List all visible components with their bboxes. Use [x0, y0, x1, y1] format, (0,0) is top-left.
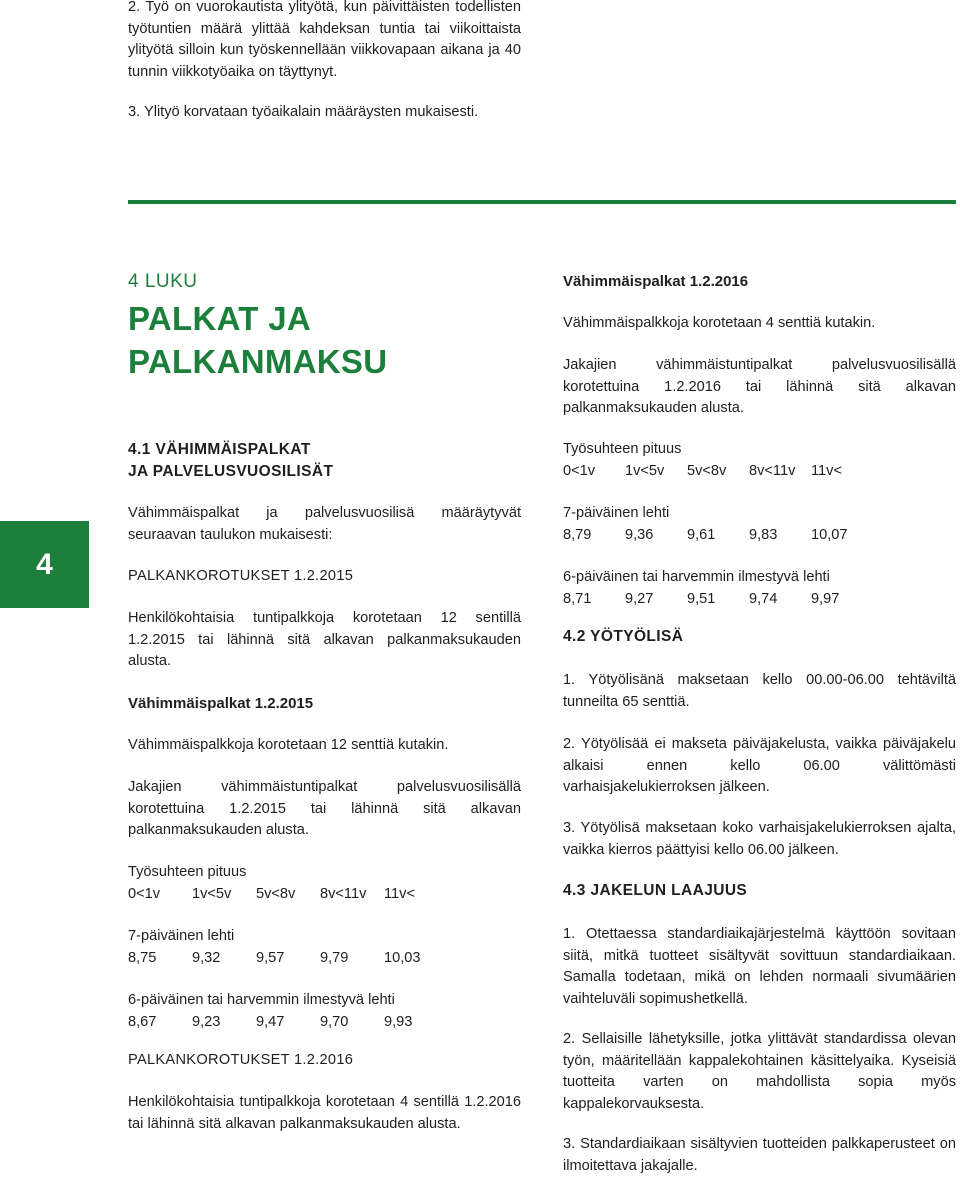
tenure-col: 8v<11v [749, 462, 796, 479]
wage-cell: 9,23 [192, 1013, 221, 1030]
wage-cell: 8,75 [128, 949, 157, 966]
wage-cell: 9,83 [749, 526, 778, 543]
wage-cell: 9,32 [192, 949, 221, 966]
minimum-wages-2016-text: Vähimmäispalkkoja korotetaan 4 senttiä kutakin. [563, 315, 876, 331]
wage-cell: 9,27 [625, 590, 654, 607]
distributor-wages-2015: Jakajien vähimmäistuntipalkat palvelusvuosilisällä korotettuina 1.2.2015 tai lähinnä sitä alkavan palkanmaksukauden alusta. [128, 779, 521, 838]
night-work-item-2: 2. Yötyölisää ei makseta päiväjakelusta, vaikka päiväjakelu alkaisi ennen kello 06.00 välittömästi varhaisjakelukierroksen jälkeen. [563, 736, 956, 795]
paper-7day-row [563, 525, 956, 547]
wage-cell: 9,97 [811, 590, 840, 607]
tenure-col: 11v< [811, 462, 842, 479]
chapter-title [128, 297, 521, 383]
chapter-number: 4 LUKU [128, 271, 198, 292]
chapter-title-line-2: PALKANMAKSU [128, 343, 388, 380]
personal-raise-2015: Henkilökohtaisia tuntipalkkoja korotetaan 12 sentillä 1.2.2015 tai lähinnä sitä alkavan palkanmaksukauden alusta. [128, 610, 521, 669]
paper-6day-row [128, 1012, 521, 1034]
chapter-divider [128, 200, 956, 204]
wage-table-2016 [563, 439, 956, 610]
tenure-col: 1v<5v [192, 885, 232, 902]
wage-cell: 8,67 [128, 1013, 157, 1030]
distribution-item-3: 3. Standardiaikaan sisältyvien tuotteiden palkkaperusteet on ilmoitettava jakajalle. [563, 1136, 956, 1174]
section-4-1-heading [128, 439, 521, 482]
raises-2015-heading: PALKANKOROTUKSET 1.2.2015 [128, 568, 354, 584]
distribution-item-1: 1. Otettaessa standardiaikajärjestelmä käyttöön sovitaan siitä, mitkä tuotteet sisältyvät sovittuun standardiaikaan. Samalla todetaan, mikä on lehden normaali sivumäärien vaihteluväli sopimushetkellä. [563, 926, 956, 1007]
wage-cell: 9,57 [256, 949, 285, 966]
wage-cell: 10,03 [384, 949, 421, 966]
wage-cell: 9,61 [687, 526, 716, 543]
paper-7day-row [128, 948, 521, 970]
wage-cell: 10,07 [811, 526, 848, 543]
wage-cell: 9,36 [625, 526, 654, 543]
distributor-wages-2016: Jakajien vähimmäistuntipalkat palvelusvuosilisällä korotettuina 1.2.2016 tai lähinnä sitä alkavan palkanmaksukauden alusta. [563, 357, 956, 416]
tenure-col: 5v<8v [256, 885, 296, 902]
night-work-item-1: 1. Yötyölisänä maksetaan kello 00.00-06.00 tehtäviltä tunneilta 65 senttiä. [563, 672, 956, 710]
chapter-heading [128, 271, 521, 293]
tenure-col: 0<1v [563, 462, 596, 479]
paper-6day-label: 6-päiväinen tai harvemmin ilmestyvä lehti [128, 992, 395, 1008]
wage-cell: 9,79 [320, 949, 349, 966]
section-4-1-line-1: 4.1 VÄHIMMÄISPALKAT [128, 441, 311, 458]
chapter-title-line-1: PALKAT JA [128, 300, 311, 337]
paper-6day-row [563, 589, 956, 611]
minimum-wages-2016-heading: Vähimmäispalkat 1.2.2016 [563, 273, 749, 290]
section-4-2-heading: 4.2 YÖTYÖLISÄ [563, 628, 684, 645]
paper-7day-label: 7-päiväinen lehti [563, 505, 670, 521]
wage-cell: 8,79 [563, 526, 592, 543]
tenure-col: 8v<11v [320, 885, 367, 902]
section-4-1-intro: Vähimmäispalkat ja palvelusvuosilisä määräytyvät seuraavan taulukon mukaisesti: [128, 505, 521, 543]
tenure-col: 5v<8v [687, 462, 727, 479]
wage-cell: 9,51 [687, 590, 716, 607]
personal-raise-2016: Henkilökohtaisia tuntipalkkoja korotetaan 4 sentillä 1.2.2016 tai lähinnä sitä alkavan palkanmaksukauden alusta. [128, 1094, 521, 1132]
tenure-col: 1v<5v [625, 462, 665, 479]
paper-7day-label: 7-päiväinen lehti [128, 928, 235, 944]
chapter-tab: 4 [0, 521, 89, 608]
wage-table-2015 [128, 862, 521, 1033]
tenure-row [128, 884, 521, 906]
overtime-item-2: 2. Työ on vuorokautista ylityötä, kun päivittäisten todellisten työtuntien määrä ylittää kahdeksan tuntia tai viikoittaista ylityötä silloin kun työskennellään viikkovapaan aikana ja 40 tunnin viikkotyöaika on täyttynyt. [128, 0, 521, 80]
tenure-label: Työsuhteen pituus [563, 441, 682, 457]
raises-2016-heading: PALKANKOROTUKSET 1.2.2016 [128, 1052, 354, 1068]
paper-6day-label: 6-päiväinen tai harvemmin ilmestyvä lehti [563, 569, 830, 585]
section-4-3-heading: 4.3 JAKELUN LAAJUUS [563, 882, 748, 899]
wage-cell: 9,74 [749, 590, 778, 607]
minimum-wages-2015-text: Vähimmäispalkkoja korotetaan 12 senttiä kutakin. [128, 737, 449, 753]
minimum-wages-2015-heading: Vähimmäispalkat 1.2.2015 [128, 695, 314, 712]
distribution-item-2: 2. Sellaisille lähetyksille, jotka ylittävät standardissa olevan työn, määritellään kappalekohtainen käsittelyaika. Kyseisiä tuotteita varten on mahdollista sopia myös kappalekorvauksesta. [563, 1031, 956, 1112]
wage-cell: 9,70 [320, 1013, 349, 1030]
overtime-item-3: 3. Ylityö korvataan työaikalain määräysten mukaisesti. [128, 104, 479, 120]
wage-cell: 9,47 [256, 1013, 285, 1030]
tenure-col: 11v< [384, 885, 415, 902]
tenure-label: Työsuhteen pituus [128, 864, 247, 880]
night-work-item-3: 3. Yötyölisä maksetaan koko varhaisjakelukierroksen ajalta, vaikka kierros päättyisi kello 06.00 jälkeen. [563, 820, 956, 858]
wage-cell: 8,71 [563, 590, 592, 607]
tenure-col: 0<1v [128, 885, 161, 902]
wage-cell: 9,93 [384, 1013, 413, 1030]
tenure-row [563, 461, 956, 483]
section-4-1-line-2: JA PALVELUSVUOSILISÄT [128, 462, 334, 480]
